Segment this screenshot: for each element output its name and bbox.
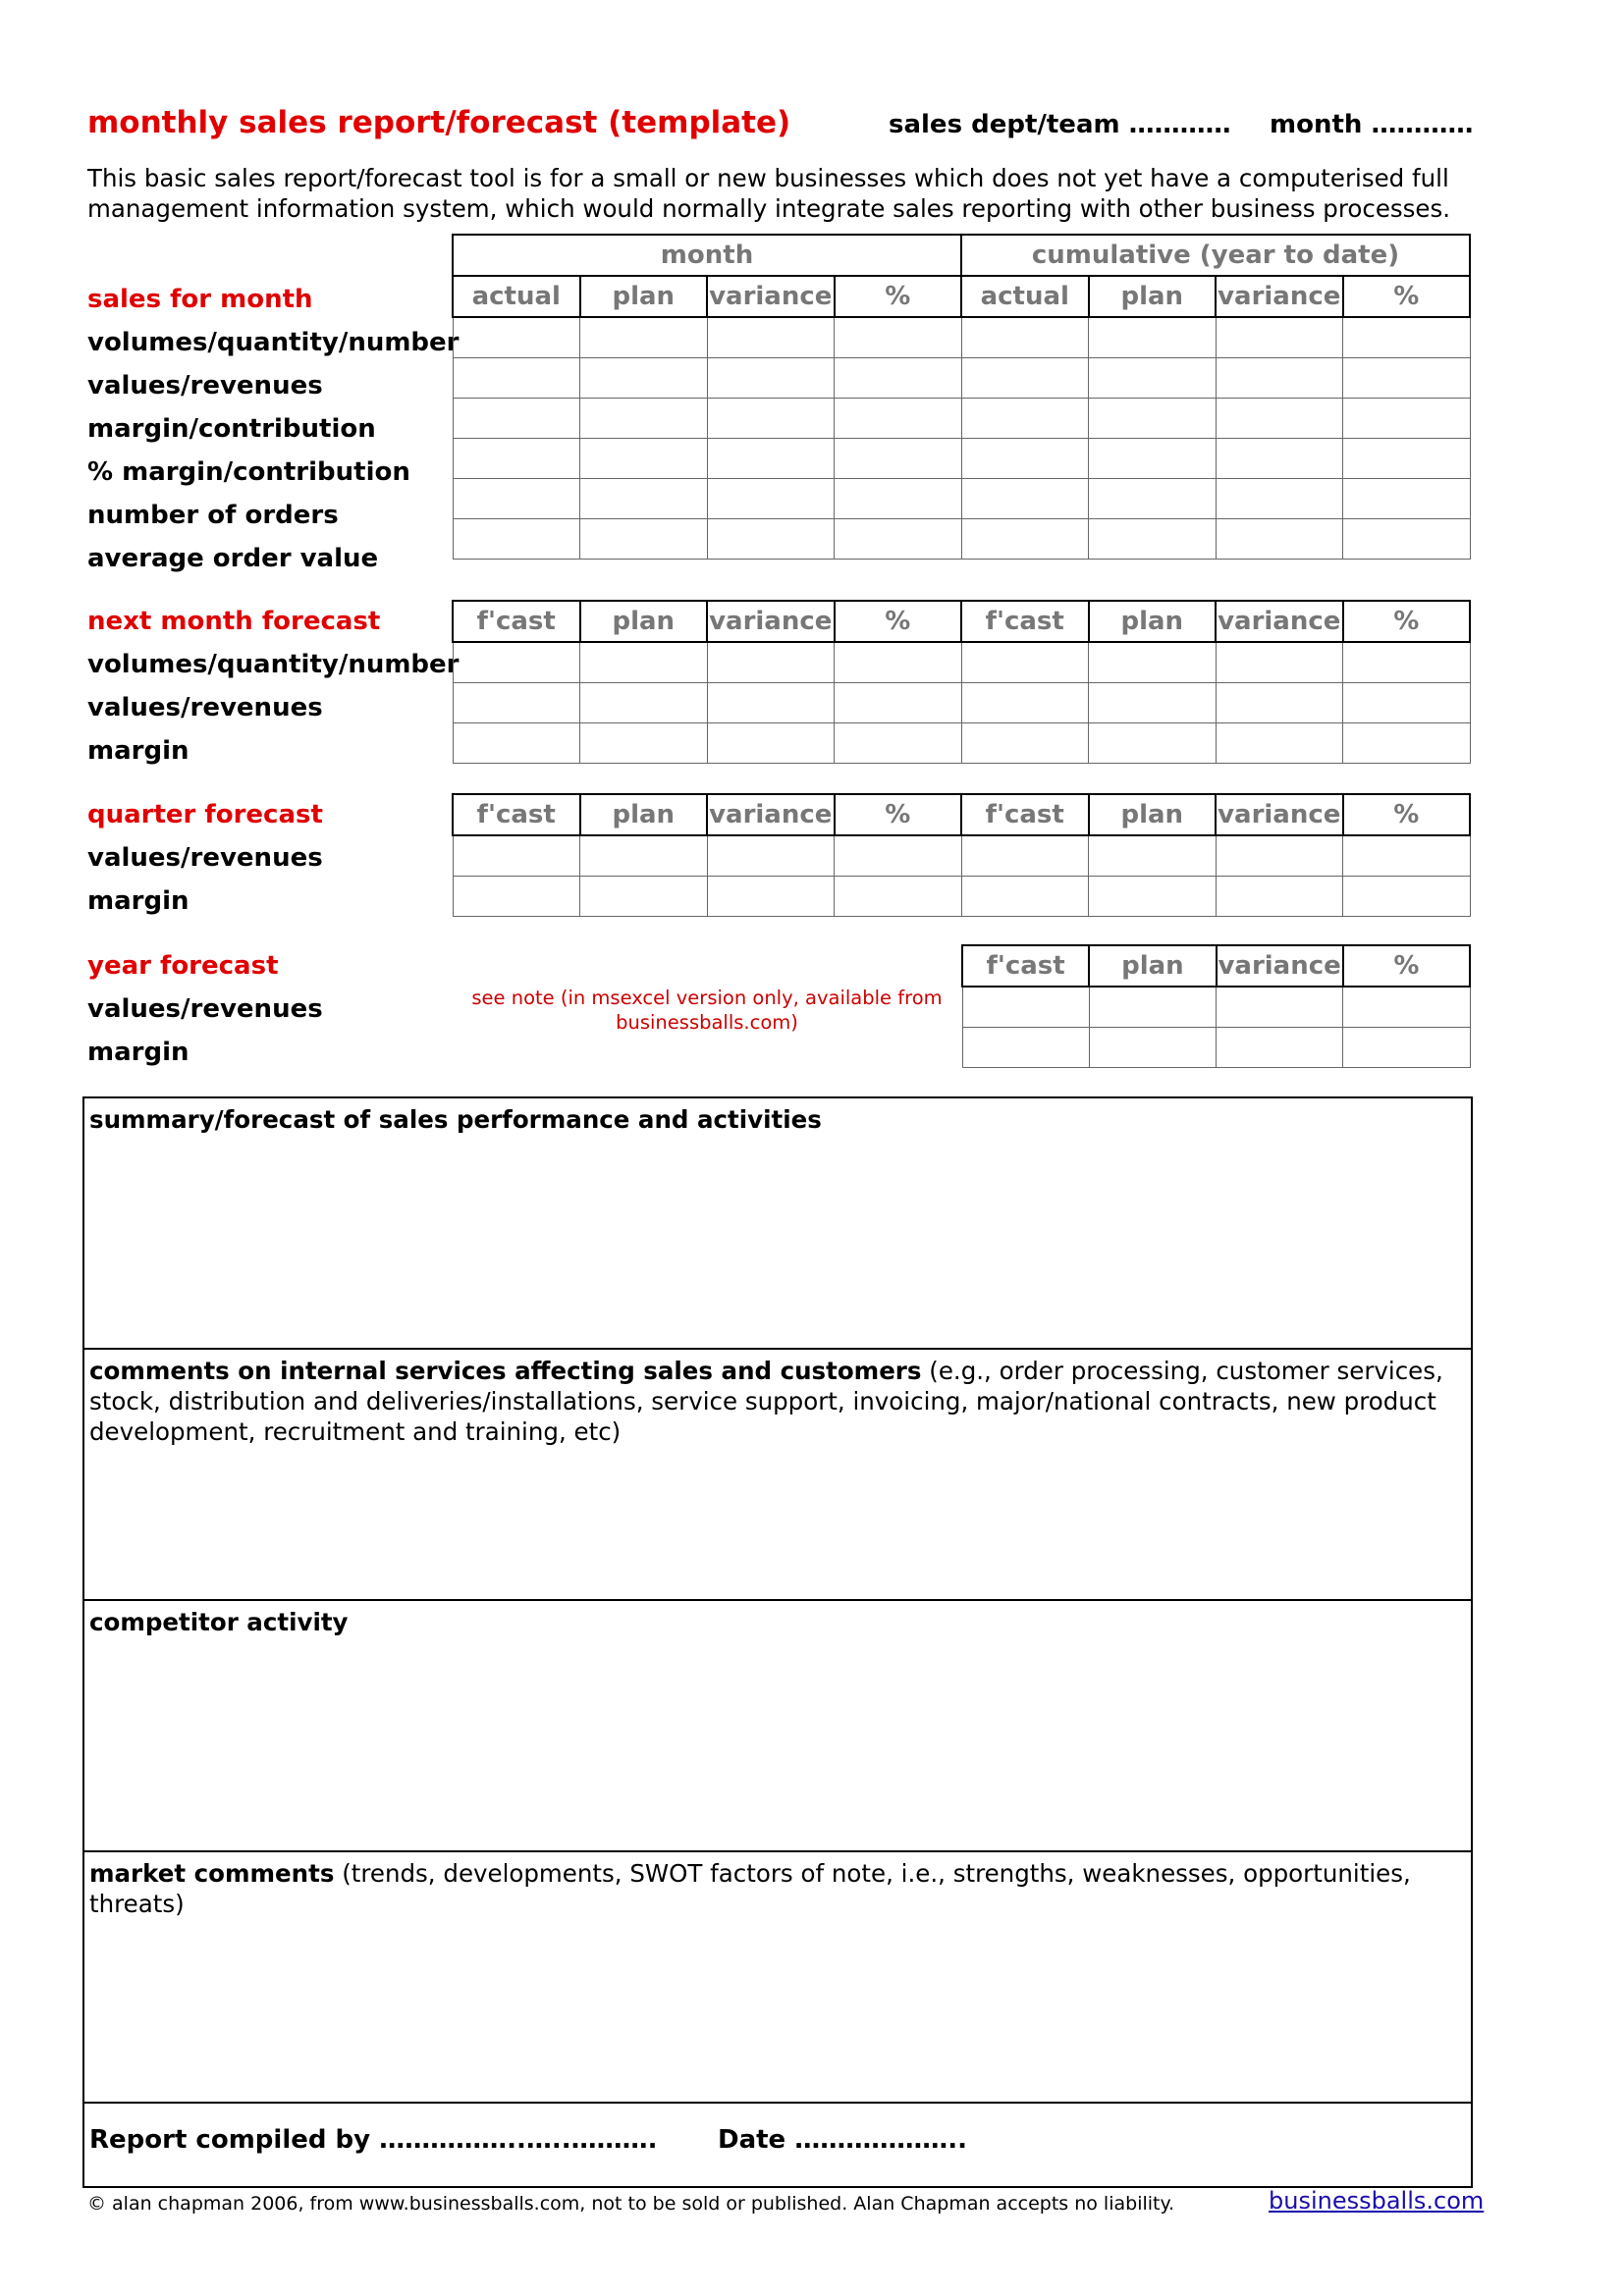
table-row bbox=[962, 987, 1470, 1028]
column-header: variance bbox=[1217, 945, 1343, 987]
market-comments-heading: market comments (trends, developments, SWOT factors of note, i.e., strengths, weaknesses, opportunities, threats) bbox=[89, 1859, 1411, 1918]
column-header: variance bbox=[707, 794, 835, 835]
year-forecast-note: see note (in msexcel version only, available from businessballs.com) bbox=[471, 987, 943, 1034]
input-cell[interactable] bbox=[453, 877, 580, 917]
input-cell[interactable] bbox=[453, 439, 580, 479]
input-cell[interactable] bbox=[835, 479, 962, 519]
input-cell[interactable] bbox=[1089, 479, 1217, 519]
input-cell[interactable] bbox=[961, 519, 1089, 560]
row-label: values/revenues bbox=[87, 371, 323, 400]
input-cell[interactable] bbox=[707, 358, 835, 399]
comments-section bbox=[82, 1096, 1473, 2188]
input-cell[interactable] bbox=[453, 683, 580, 723]
input-cell[interactable] bbox=[1089, 683, 1217, 723]
column-header: plan bbox=[580, 794, 708, 835]
row-label: margin bbox=[87, 886, 189, 916]
input-cell[interactable] bbox=[707, 519, 835, 560]
sales-for-month-table bbox=[452, 234, 1471, 560]
competitor-activity-box[interactable] bbox=[84, 1601, 1471, 1852]
table-row bbox=[453, 835, 1470, 877]
input-cell[interactable] bbox=[835, 877, 962, 917]
input-cell[interactable] bbox=[453, 358, 580, 399]
column-header: f'cast bbox=[453, 794, 580, 835]
year-forecast-table bbox=[961, 944, 1471, 1068]
input-cell[interactable] bbox=[1343, 835, 1471, 877]
internal-services-heading: comments on internal services affecting sales and customers (e.g., order processing, customer services, stock, distribution and deliveries/installations, service support, invoicing, major/national contracts, new product development, recruitment and training, etc) bbox=[89, 1357, 1443, 1446]
column-header: f'cast bbox=[961, 601, 1089, 642]
input-cell[interactable] bbox=[580, 877, 708, 917]
input-cell[interactable] bbox=[835, 642, 962, 683]
column-header: f'cast bbox=[962, 945, 1089, 987]
input-cell[interactable] bbox=[961, 358, 1089, 399]
input-cell[interactable] bbox=[961, 439, 1089, 479]
input-cell[interactable] bbox=[1343, 358, 1471, 399]
input-cell[interactable] bbox=[1089, 519, 1217, 560]
input-cell[interactable] bbox=[707, 877, 835, 917]
input-cell[interactable] bbox=[1089, 642, 1217, 683]
input-cell[interactable] bbox=[1343, 317, 1471, 358]
input-cell[interactable] bbox=[453, 399, 580, 439]
summary-heading: summary/forecast of sales performance and activities bbox=[89, 1105, 822, 1134]
input-cell[interactable] bbox=[1089, 439, 1217, 479]
input-cell[interactable] bbox=[835, 683, 962, 723]
input-cell[interactable] bbox=[453, 317, 580, 358]
input-cell[interactable] bbox=[1343, 1028, 1470, 1068]
input-cell[interactable] bbox=[580, 835, 708, 877]
column-header: % bbox=[835, 794, 962, 835]
row-label: values/revenues bbox=[87, 843, 323, 873]
next-month-forecast-table bbox=[452, 600, 1471, 764]
input-cell[interactable] bbox=[1089, 399, 1217, 439]
row-label: volumes/quantity/number bbox=[87, 650, 460, 679]
input-cell[interactable] bbox=[1216, 835, 1343, 877]
input-cell[interactable] bbox=[580, 358, 708, 399]
column-header: % bbox=[1343, 276, 1471, 317]
input-cell[interactable] bbox=[580, 519, 708, 560]
input-cell[interactable] bbox=[580, 399, 708, 439]
column-header: variance bbox=[707, 276, 835, 317]
input-cell[interactable] bbox=[707, 479, 835, 519]
competitor-activity-heading: competitor activity bbox=[89, 1608, 349, 1636]
input-cell[interactable] bbox=[835, 723, 962, 764]
summary-box[interactable] bbox=[84, 1098, 1471, 1350]
input-cell[interactable] bbox=[961, 642, 1089, 683]
row-label: margin bbox=[87, 736, 189, 766]
input-cell[interactable] bbox=[1216, 358, 1343, 399]
input-cell[interactable] bbox=[707, 642, 835, 683]
row-label: number of orders bbox=[87, 501, 339, 530]
date-field[interactable]: Date ……………….. bbox=[718, 2125, 967, 2155]
input-cell[interactable] bbox=[453, 519, 580, 560]
input-cell[interactable] bbox=[453, 479, 580, 519]
input-cell[interactable] bbox=[961, 877, 1089, 917]
column-header: plan bbox=[580, 276, 708, 317]
column-header: actual bbox=[961, 276, 1089, 317]
table-row bbox=[453, 317, 1470, 358]
market-comments-box[interactable] bbox=[84, 1852, 1471, 2104]
input-cell[interactable] bbox=[1089, 987, 1216, 1028]
input-cell[interactable] bbox=[961, 479, 1089, 519]
input-cell[interactable] bbox=[1216, 399, 1343, 439]
input-cell[interactable] bbox=[707, 723, 835, 764]
input-cell[interactable] bbox=[961, 835, 1089, 877]
row-label: % margin/contribution bbox=[87, 457, 410, 487]
input-cell[interactable] bbox=[1216, 519, 1343, 560]
input-cell[interactable] bbox=[1343, 439, 1471, 479]
input-cell[interactable] bbox=[1343, 683, 1471, 723]
input-cell[interactable] bbox=[707, 835, 835, 877]
input-cell[interactable] bbox=[453, 642, 580, 683]
input-cell[interactable] bbox=[580, 683, 708, 723]
section-label-year-forecast: year forecast bbox=[87, 951, 279, 981]
input-cell[interactable] bbox=[1089, 1028, 1216, 1068]
input-cell[interactable] bbox=[1216, 877, 1343, 917]
column-header: % bbox=[1343, 945, 1470, 987]
input-cell[interactable] bbox=[580, 439, 708, 479]
input-cell[interactable] bbox=[962, 1028, 1089, 1068]
sales-dept-field[interactable]: sales dept/team ………… bbox=[889, 110, 1231, 139]
column-header: variance bbox=[707, 601, 835, 642]
copyright-footer: © alan chapman 2006, from www.businessballs.com, not to be sold or published. Alan Chapman accepts no liability. bbox=[87, 2193, 1175, 2215]
input-cell[interactable] bbox=[1216, 439, 1343, 479]
input-cell[interactable] bbox=[580, 642, 708, 683]
input-cell[interactable] bbox=[707, 439, 835, 479]
input-cell[interactable] bbox=[961, 317, 1089, 358]
row-label: volumes/quantity/number bbox=[87, 328, 460, 357]
input-cell[interactable] bbox=[961, 723, 1089, 764]
input-cell[interactable] bbox=[1089, 877, 1217, 917]
row-label: average order value bbox=[87, 544, 379, 573]
input-cell[interactable] bbox=[1216, 317, 1343, 358]
input-cell[interactable] bbox=[453, 835, 580, 877]
input-cell[interactable] bbox=[1343, 987, 1470, 1028]
input-cell[interactable] bbox=[961, 683, 1089, 723]
column-header: f'cast bbox=[453, 601, 580, 642]
input-cell[interactable] bbox=[1343, 723, 1471, 764]
quarter-forecast-table bbox=[452, 793, 1471, 917]
input-cell[interactable] bbox=[1216, 723, 1343, 764]
input-cell[interactable] bbox=[1343, 519, 1471, 560]
table-row bbox=[962, 1028, 1470, 1068]
page-title: monthly sales report/forecast (template) bbox=[87, 105, 791, 140]
input-cell[interactable] bbox=[962, 987, 1089, 1028]
input-cell[interactable] bbox=[835, 317, 962, 358]
table-row bbox=[453, 479, 1470, 519]
input-cell[interactable] bbox=[835, 835, 962, 877]
input-cell[interactable] bbox=[1216, 683, 1343, 723]
input-cell[interactable] bbox=[707, 683, 835, 723]
input-cell[interactable] bbox=[1217, 987, 1343, 1028]
input-cell[interactable] bbox=[1089, 358, 1217, 399]
table-row bbox=[453, 683, 1470, 723]
input-cell[interactable] bbox=[1343, 642, 1471, 683]
column-header: % bbox=[1343, 794, 1471, 835]
input-cell[interactable] bbox=[835, 358, 962, 399]
input-cell[interactable] bbox=[1216, 479, 1343, 519]
table-row bbox=[453, 358, 1470, 399]
input-cell[interactable] bbox=[1216, 642, 1343, 683]
input-cell[interactable] bbox=[835, 439, 962, 479]
section-label-quarter-forecast: quarter forecast bbox=[87, 800, 323, 829]
section-label-sales-for-month: sales for month bbox=[87, 285, 313, 314]
input-cell[interactable] bbox=[580, 317, 708, 358]
column-header: % bbox=[835, 276, 962, 317]
input-cell[interactable] bbox=[835, 399, 962, 439]
table-row bbox=[453, 399, 1470, 439]
column-header: plan bbox=[1089, 276, 1217, 317]
group-header-month: month bbox=[453, 235, 961, 276]
internal-services-box[interactable] bbox=[84, 1350, 1471, 1601]
input-cell[interactable] bbox=[961, 399, 1089, 439]
column-header: plan bbox=[1089, 601, 1217, 642]
column-header: plan bbox=[1089, 794, 1217, 835]
month-field[interactable]: month ………… bbox=[1270, 110, 1474, 139]
input-cell[interactable] bbox=[453, 723, 580, 764]
table-row bbox=[453, 439, 1470, 479]
row-label: values/revenues bbox=[87, 994, 323, 1024]
column-header: variance bbox=[1216, 794, 1343, 835]
input-cell[interactable] bbox=[1089, 835, 1217, 877]
row-label: margin bbox=[87, 1038, 189, 1067]
input-cell[interactable] bbox=[1343, 399, 1471, 439]
group-header-cumulative: cumulative (year to date) bbox=[961, 235, 1470, 276]
input-cell[interactable] bbox=[580, 723, 708, 764]
report-compiled-by-field[interactable]: Report compiled by ……………..…..………. bbox=[89, 2125, 658, 2155]
input-cell[interactable] bbox=[835, 519, 962, 560]
input-cell[interactable] bbox=[707, 399, 835, 439]
column-header: % bbox=[1343, 601, 1471, 642]
column-header: actual bbox=[453, 276, 580, 317]
businessballs-link[interactable]: businessballs.com bbox=[1269, 2187, 1485, 2215]
input-cell[interactable] bbox=[1343, 877, 1471, 917]
table-row bbox=[453, 877, 1470, 917]
table-row bbox=[453, 642, 1470, 683]
input-cell[interactable] bbox=[1089, 317, 1217, 358]
column-header: variance bbox=[1216, 276, 1343, 317]
column-header: plan bbox=[580, 601, 708, 642]
input-cell[interactable] bbox=[1343, 479, 1471, 519]
column-header: f'cast bbox=[961, 794, 1089, 835]
column-header: variance bbox=[1216, 601, 1343, 642]
row-label: values/revenues bbox=[87, 693, 323, 722]
input-cell[interactable] bbox=[1217, 1028, 1343, 1068]
table-row bbox=[453, 519, 1470, 560]
column-header: plan bbox=[1089, 945, 1216, 987]
intro-text: This basic sales report/forecast tool is for a small or new businesses which does not yet have a computerised full management information system, which would normally integrate sales reporting with other business processes. bbox=[87, 164, 1451, 223]
column-header: % bbox=[835, 601, 962, 642]
row-label: margin/contribution bbox=[87, 414, 376, 444]
input-cell[interactable] bbox=[707, 317, 835, 358]
input-cell[interactable] bbox=[580, 479, 708, 519]
section-label-next-month-forecast: next month forecast bbox=[87, 607, 381, 636]
input-cell[interactable] bbox=[1089, 723, 1217, 764]
table-row bbox=[453, 723, 1470, 764]
